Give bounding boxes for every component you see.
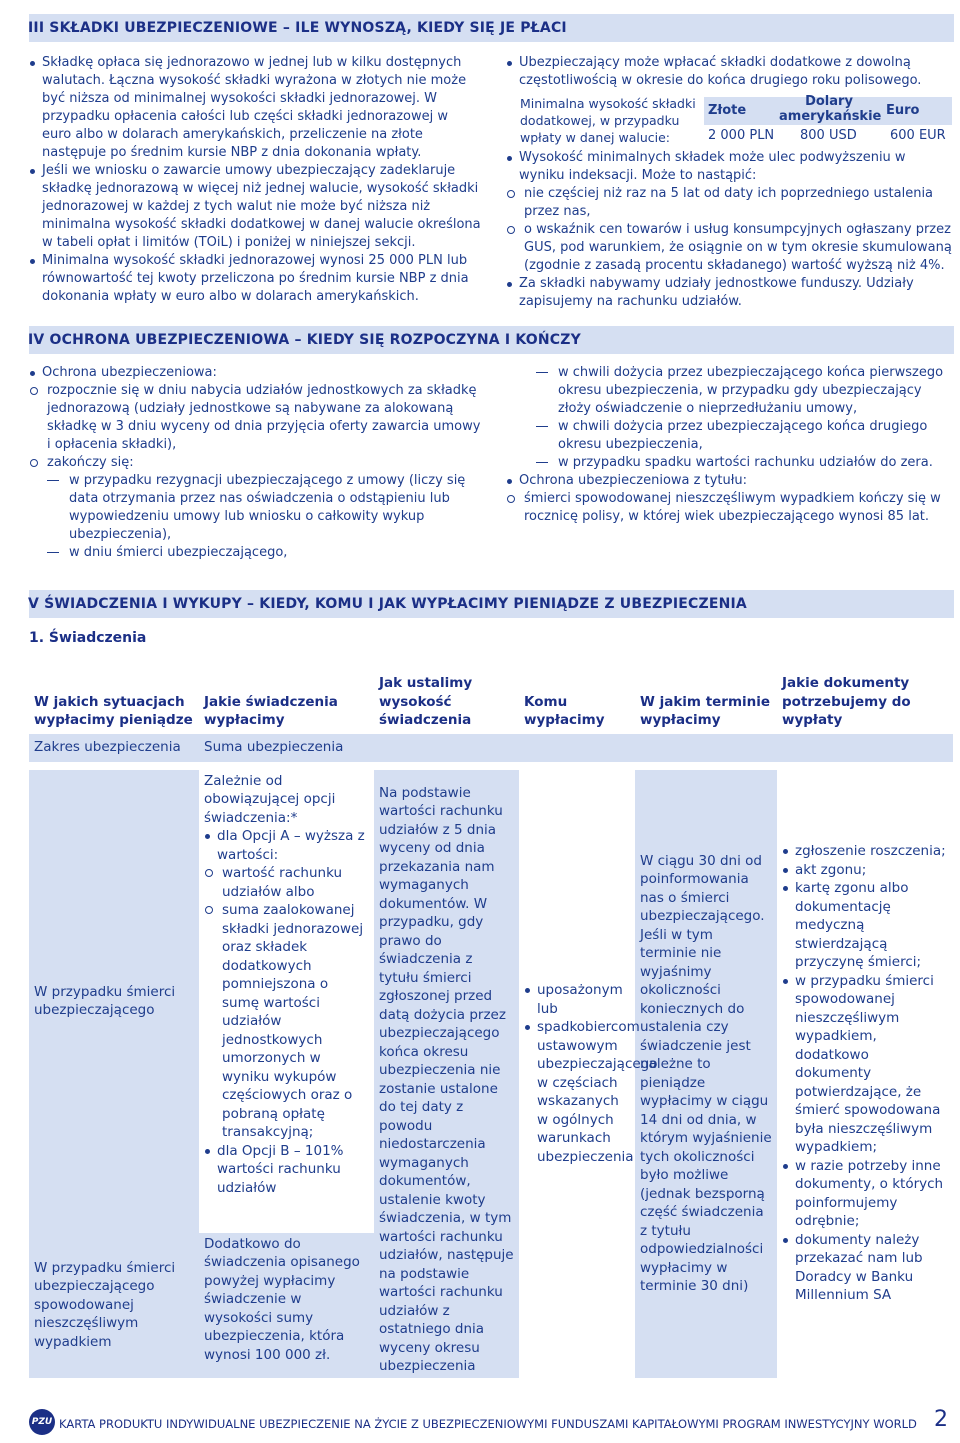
coverage-end-item-2: w dniu śmierci ubezpieczającego, bbox=[47, 544, 481, 562]
coverage-end-item-4: w chwili dożycia przez ubezpieczającego końca drugiego okresu ubezpieczenia, bbox=[536, 418, 952, 454]
header-documents: Jakie dokumenty potrzebujemy do wypłaty bbox=[777, 672, 953, 734]
section-4-left-column bbox=[29, 364, 481, 562]
currency-header-pln: Złote bbox=[708, 103, 747, 118]
table-row-death bbox=[29, 770, 953, 1233]
subheader-sum: Suma ubezpieczenia bbox=[204, 739, 344, 756]
premium-bullet-3: Minimalna wysokość składki jednorazowej wynosi 25 000 PLN lub równowartość tej kwoty przeliczona po średnim kursie NBP z dnia dokonania wpłaty w euro albo w dolarach amerykańskich. bbox=[29, 252, 481, 306]
additional-premium-bullet: Ubezpieczający może wpłacać składki dodatkowe z dowolną częstotliwością w okresie do końca drugiego roku polisowego. bbox=[506, 54, 952, 90]
pzu-logo: PZU bbox=[29, 1409, 55, 1435]
section-3-right-column bbox=[506, 54, 952, 311]
currency-header-row bbox=[704, 94, 952, 125]
benefit-calculation: Na podstawie wartości rachunku udziałów z 5 dnia wyceny od dnia przekazania nam wymaganych dokumentów. W przypadku, gdy prawo do świadczenia z tytułu śmierci zgłoszonej przed datą dożycia przez ubezpieczającego końca okresu ubezpieczenia nie zostanie ustalone do tej daty z powodu niedostarczenia wymaganych dokumentów, ustalenie kwoty świadczenia, w tym wartości rachunku udziałów, następuje na podstawie wartości rachunku udziałów z ostatniego dnia wyceny okresu ubezpieczenia bbox=[374, 770, 519, 1378]
coverage-bullet: Ochrona ubezpieczeniowa: rozpocznie się w dniu nabycia udziałów jednostkowych za składkę jednorazową (udziały jednostkowe są nabywane za alokowaną składkę w 3 dniu wyceny od dnia przyjęcia oferty zawarcia umowy i opłacenia składki), zakończy się: w przypadku rezygnacji ubezpieczającego z umowy (liczy się data otrzymania przez nas oświadczenia o odstąpieniu lub wypowiedzeniu umowy lub wniosku o całkowity wykup ubezpieczenia), w dniu śmierci ubezpieczającego, bbox=[29, 364, 481, 562]
header-benefits: Jakie świadczenia wypłacimy bbox=[199, 672, 374, 734]
coverage-end-item-5: w przypadku spadku wartości rachunku udziałów do zera. bbox=[536, 454, 952, 472]
coverage-start: rozpocznie się w dniu nabycia udziałów jednostkowych za składkę jednorazową (udziały jednostkowe są nabywane za alokowaną składkę w 3 dniu wyceny od dnia przyjęcia oferty zawarcia umowy i opłacenia składki), bbox=[29, 382, 481, 454]
currency-header-usd: Dolary amerykańskie bbox=[779, 94, 882, 124]
option-a-item-1: wartość rachunku udziałów albo bbox=[204, 864, 369, 901]
section-3-left-column bbox=[29, 54, 481, 306]
option-a-item-2: suma zaalokowanej składki jednorazowej oraz składek dodatkowych pomniejszona o sumę wartości udziałów jednostkowych umorzonych w wyniku wykupów częściowych oraz o pobraną opłatę transakcyjną; bbox=[204, 901, 369, 1142]
header-how: Jak ustalimy wysokość świadczenia bbox=[374, 672, 519, 734]
benefits-table bbox=[29, 672, 953, 1378]
header-whom: Komu wypłacimy bbox=[519, 672, 635, 734]
indexation-condition-2: o wskaźnik cen towarów i usług konsumpcyjnych ogłaszany przez GUS, pod warunkiem, że osiągnie on w tym okresie skumulowaną (zgodnie z zasadą procentu składanego) wartość wyższą niż 4%. bbox=[506, 221, 952, 275]
fund-units-bullet: Za składki nabywamy udziały jednostkowe funduszy. Udziały zapisujemy na rachunku udziałów. bbox=[506, 275, 952, 311]
benefit-death: Zależnie od obowiązującej opcji świadczenia:* dla Opcji A – wyższa z wartości: wartość rachunku udziałów albo suma zaalokowanej składki jednorazowej oraz składek dodatkowych pomniejszona o sumę wartości udziałów jednostkowych umorzonych w wyniku wykupów częściowych oraz o pobraną opłatę transakcyjną; dla Opcji B – 101% wartości rachunku udziałów bbox=[199, 770, 374, 1233]
currency-value-eur: 600 EUR bbox=[890, 128, 946, 143]
subheader-scope: Zakres ubezpieczenia bbox=[34, 739, 181, 756]
coverage-end: zakończy się: w przypadku rezygnacji ubezpieczającego z umowy (liczy się data otrzymania przez nas oświadczenia o odstąpieniu lub wypowiedzeniu umowy lub wniosku o całkowity wykup ubezpieczenia), w dniu śmierci ubezpieczającego, bbox=[29, 454, 481, 562]
benefit-option-a: dla Opcji A – wyższa z wartości: wartość rachunku udziałów albo suma zaalokowanej składki jednorazowej oraz składek dodatkowych pomniejszona o sumę wartości udziałów jednostkowych umorzonych w wyniku wykupów częściowych oraz o pobraną opłatę transakcyjną; bbox=[204, 827, 369, 1142]
footer-title: KARTA PRODUKTU INDYWIDUALNE UBEZPIECZENIE NA ŻYCIE Z UBEZPIECZENIOWYMI FUNDUSZAMI KAPITAŁOWYMI PROGRAM INWESTYCYJNY WORLD bbox=[59, 1417, 917, 1431]
minimum-premium-table bbox=[520, 95, 952, 145]
section-5-heading: V ŚWIADCZENIA I WYKUPY – KIEDY, KOMU I JAK WYPŁACIMY PIENIĄDZE Z UBEZPIECZENIA bbox=[29, 590, 954, 618]
accident-coverage-bullet: Ochrona ubezpieczeniowa z tytułu: śmierci spowodowanej nieszczęśliwym wypadkiem kończy się w rocznicę polisy, w której wiek ubezpieczającego wynosi 85 lat. bbox=[506, 472, 952, 526]
indexation-bullet: Wysokość minimalnych składek może ulec podwyższeniu w wyniku indeksacji. Może to nastąpić: nie częściej niż raz na 5 lat od daty ich poprzedniego ustalenia przez nas, o wskaźnik cen towarów i usług konsumpcyjnych ogłaszany przez GUS, pod warunkiem, że osiągnie on w tym okresie skumulowaną (zgodnie z zasadą procentu składanego) wartość wyższą niż 4%. bbox=[506, 149, 952, 275]
recipient-beneficiaries: uposażonym lub bbox=[524, 981, 630, 1018]
header-situations: W jakich sytuacjach wypłacimy pieniądze bbox=[29, 672, 199, 734]
document-item: w przypadku śmierci spowodowanej nieszczęśliwym wypadkiem, dodatkowo dokumenty potwierdzające, że śmierć spowodowana była nieszczęśliwym wypadkiem; bbox=[782, 972, 948, 1157]
premium-bullet-1: Składkę opłaca się jednorazowo w jednej lub w kilku dostępnych walutach. Łączna wysokość składki wyrażona w złotych nie może być niższa od minimalnej wysokości składki jednorazowej. W przypadku opłacenia całości lub części składki jednorazowej w euro albo w dolarach amerykańskich, przeliczenie na złote następuje po średnim kursie NBP z dnia dokonania wpłaty. bbox=[29, 54, 481, 162]
benefit-accident: Dodatkowo do świadczenia opisanego powyżej wypłacimy świadczenie w wysokości sumy ubezpieczenia, która wynosi 100 000 zł. bbox=[199, 1233, 374, 1378]
case-death: W przypadku śmierci ubezpieczającego bbox=[29, 770, 199, 1233]
recipient-heirs: spadkobiercom ustawowym ubezpieczającego w częściach wskazanych w ogólnych warunkach ubezpieczenia bbox=[524, 1018, 630, 1166]
benefit-option-b: dla Opcji B – 101% wartości rachunku udziałów bbox=[204, 1142, 369, 1198]
currency-header-eur: Euro bbox=[886, 103, 920, 118]
premium-bullet-2: Jeśli we wniosku o zawarcie umowy ubezpieczający zadeklaruje składkę jednorazową w więcej niż jednej walucie, wysokość składki jednorazowej w każdej z tych walut nie może być niższa niż minimalna wysokość składki dodatkowej w danej walucie określona w tabeli opłat i limitów (TOiL) i poniżej w niniejszej sekcji. bbox=[29, 162, 481, 252]
header-when: W jakim terminie wypłacimy bbox=[635, 672, 777, 734]
coverage-end-item-3: w chwili dożycia przez ubezpieczającego końca pierwszego okresu ubezpieczenia, w przypadku gdy ubezpieczający złoży oświadczenie o nieprzedłużaniu umowy, bbox=[536, 364, 952, 418]
document-item: dokumenty należy przekazać nam lub Doradcy w Banku Millennium SA bbox=[782, 1231, 948, 1305]
coverage-end-item-1: w przypadku rezygnacji ubezpieczającego z umowy (liczy się data otrzymania przez nas oświadczenia o odstąpieniu lub wypowiedzeniu umowy lub wniosku o całkowity wykup ubezpieczenia), bbox=[47, 472, 481, 544]
required-documents bbox=[777, 770, 953, 1378]
currency-value-usd: 800 USD bbox=[800, 128, 857, 143]
page-footer bbox=[29, 1409, 952, 1435]
benefits-subheading: 1. Świadczenia bbox=[29, 630, 147, 646]
document-item: w razie potrzeby inne dokumenty, o których poinformujemy odrębnie; bbox=[782, 1157, 948, 1231]
page-number: 2 bbox=[934, 1407, 948, 1432]
document-item: akt zgonu; bbox=[782, 861, 948, 880]
payment-deadline: W ciągu 30 dni od poinformowania nas o śmierci ubezpieczającego. Jeśli w tym terminie nie wyjaśnimy okoliczności koniecznych do ustalenia czy świadczenie jest należne to pieniądze wypłacimy w ciągu 14 dni od dnia, w którym wyjaśnienie tych okoliczności było możliwe (jednak bezsporną część świadczenia z tytułu odpowiedzialności wypłacimy w terminie 30 dni) bbox=[635, 770, 777, 1378]
currency-value-row bbox=[704, 127, 952, 145]
accident-coverage-end: śmierci spowodowanej nieszczęśliwym wypadkiem kończy się w rocznicę polisy, w której wiek ubezpieczającego wynosi 85 lat. bbox=[506, 490, 952, 526]
case-accident: W przypadku śmierci ubezpieczającego spowodowanej nieszczęśliwym wypadkiem bbox=[29, 1233, 199, 1378]
section-4-heading: IV OCHRONA UBEZPIECZENIOWA – KIEDY SIĘ ROZPOCZYNA I KOŃCZY bbox=[29, 326, 954, 354]
section-3-heading: III SKŁADKI UBEZPIECZENIOWE – ILE WYNOSZĄ, KIEDY SIĘ JE PŁACI bbox=[29, 14, 954, 42]
indexation-condition-1: nie częściej niż raz na 5 lat od daty ich poprzedniego ustalenia przez nas, bbox=[506, 185, 952, 221]
subheader-row bbox=[29, 734, 953, 762]
minimum-premium-label: Minimalna wysokość składki dodatkowej, w przypadku wpłaty w danej walucie: bbox=[520, 96, 696, 145]
benefit-recipients bbox=[519, 770, 658, 1378]
currency-value-pln: 2 000 PLN bbox=[708, 128, 775, 143]
section-4-right-column bbox=[506, 364, 952, 526]
document-item: zgłoszenie roszczenia; bbox=[782, 842, 948, 861]
document-item: kartę zgonu albo dokumentację medyczną stwierdzającą przyczynę śmierci; bbox=[782, 879, 948, 972]
